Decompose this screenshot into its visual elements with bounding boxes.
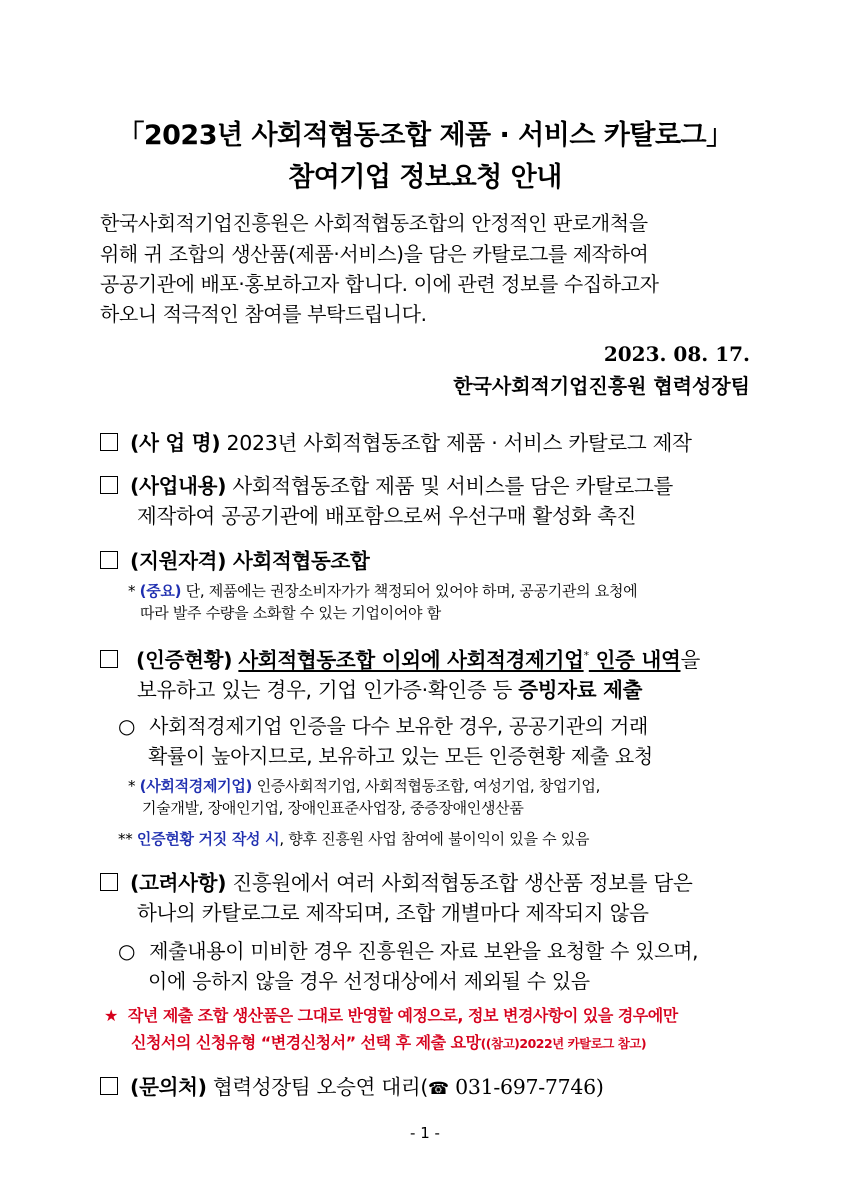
footnote-marker: * xyxy=(583,649,589,663)
section-certification-line2 xyxy=(137,673,642,703)
section-label: (사업내용) xyxy=(130,474,227,498)
document-title-line1: 「2023년 사회적협동조합 제품 · 서비스 카탈로그」 xyxy=(117,120,733,151)
notice-reference: ((참고)2022년 카탈로그 참고) xyxy=(480,1036,647,1051)
document-date: 2023. 08. 17. xyxy=(603,342,750,366)
bullet-circle-icon: ○ xyxy=(118,714,136,738)
section-contact xyxy=(100,1070,604,1100)
section-considerations xyxy=(100,866,693,896)
note-marker: ** xyxy=(118,830,137,848)
section-label: (인증현황) xyxy=(136,648,233,672)
section-certification xyxy=(100,643,700,673)
section-label: (문의처) xyxy=(130,1075,207,1099)
bullet-circle-icon: ○ xyxy=(118,939,136,963)
section-label: (고려사항) xyxy=(130,871,227,895)
notice-line2 xyxy=(131,1030,646,1053)
certification-line2-bold: 증빙자료 제출 xyxy=(518,678,643,702)
note-text: 인증사회적기업, 사회적협동조합, 여성기업, 창업기업, xyxy=(252,777,601,795)
note-marker: * xyxy=(128,582,140,600)
eligibility-note-line1 xyxy=(128,580,637,601)
intro-line-4: 하오니 적극적인 참여를 부탁드립니다. xyxy=(100,302,427,326)
section-text: 2023년 사회적협동조합 제품 · 서비스 카탈로그 제작 xyxy=(220,431,692,455)
section-project-content xyxy=(100,469,673,499)
intro-line-2: 위해 귀 조합의 생산품(제품·서비스)을 담은 카탈로그를 제작하여 xyxy=(100,242,649,266)
checkbox-square-icon xyxy=(100,551,118,569)
certification-line2-text: 보유하고 있는 경우, 기업 인가증·확인증 등 xyxy=(137,678,519,702)
intro-line-1: 한국사회적기업진흥원은 사회적협동조합의 안정적인 판로개척을 xyxy=(100,211,648,235)
checkbox-square-icon xyxy=(100,476,118,494)
certification-note1-line2: 기술개발, 장애인기업, 장애인표준사업장, 중증장애인생산품 xyxy=(142,799,524,817)
section-considerations-line2: 하나의 카탈로그로 제작되며, 조합 개별마다 제작되지 않음 xyxy=(137,901,649,925)
checkbox-square-icon xyxy=(100,1077,118,1095)
certification-suffix: 을 xyxy=(680,648,701,672)
phone-icon: ☎ xyxy=(428,1079,449,1099)
note-text: , 향후 진흥원 사업 참여에 불이익이 있을 수 있음 xyxy=(279,830,590,848)
section-project-content-line2: 제작하여 공공기관에 배포함으로써 우선구매 활성화 촉진 xyxy=(137,504,637,528)
section-text: 사회적협동조합 xyxy=(226,549,370,573)
note-highlight: 인증현황 거짓 작성 시 xyxy=(136,830,280,848)
note-marker: * xyxy=(128,777,140,795)
bullet-text: 제출내용이 미비한 경우 진흥원은 자료 보완을 요청할 수 있으며, xyxy=(149,939,699,963)
contact-text: 협력성장팀 오승연 대리( xyxy=(206,1075,429,1099)
certification-note1-line1 xyxy=(128,775,600,796)
certification-underlined-text-2: 인증 내역 xyxy=(588,648,681,672)
checkbox-square-icon xyxy=(100,433,118,451)
section-text: 진흥원에서 여러 사회적협동조합 생산품 정보를 담은 xyxy=(226,871,693,895)
considerations-bullet-line1 xyxy=(118,935,698,964)
certification-underlined-text: 사회적협동조합 이외에 사회적경제기업 xyxy=(238,648,584,672)
contact-phone: 031-697-7746) xyxy=(448,1075,604,1099)
checkbox-square-icon xyxy=(100,873,118,891)
issuing-organization: 한국사회적기업진흥원 협력성장팀 xyxy=(453,374,750,398)
eligibility-note-line2: 따라 발주 수량을 소화할 수 있는 기업이어야 함 xyxy=(140,604,441,622)
notice-text-2: 신청서의 신청유형 “변경신청서” 선택 후 제출 요망 xyxy=(131,1033,481,1052)
note-highlight: (중요) xyxy=(139,582,182,600)
certification-note2 xyxy=(118,828,589,849)
intro-line-3: 공공기관에 배포·홍보하고자 합니다. 이에 관련 정보를 수집하고자 xyxy=(100,272,659,296)
section-text: 사회적협동조합 제품 및 서비스를 담은 카탈로그를 xyxy=(226,474,674,498)
bullet-text: 사회적경제기업 인증을 다수 보유한 경우, 공공기관의 거래 xyxy=(149,714,649,738)
notice-line1 xyxy=(104,1003,678,1026)
notice-text: 작년 제출 조합 생산품은 그대로 반영할 예정으로, 정보 변경사항이 있을 경우에만 xyxy=(127,1006,678,1025)
certification-bullet-line2: 확률이 높아지므로, 보유하고 있는 모든 인증현황 제출 요청 xyxy=(148,744,653,768)
certification-bullet-line1 xyxy=(118,710,648,739)
checkbox-square-icon xyxy=(100,650,118,668)
section-label: (지원자격) xyxy=(130,549,227,573)
document-title-line2: 참여기업 정보요청 안내 xyxy=(288,162,562,193)
section-project-name xyxy=(100,426,692,456)
star-icon: ★ xyxy=(104,1006,118,1025)
section-label: (사 업 명) xyxy=(130,431,221,455)
section-eligibility xyxy=(100,544,370,574)
note-text: 단, 제품에는 권장소비자가가 책정되어 있어야 하며, 공공기관의 요청에 xyxy=(181,582,638,600)
page-number: - 1 - xyxy=(410,1124,440,1142)
note-highlight: (사회적경제기업) xyxy=(139,777,253,795)
considerations-bullet-line2: 이에 응하지 않을 경우 선정대상에서 제외될 수 있음 xyxy=(148,969,590,993)
